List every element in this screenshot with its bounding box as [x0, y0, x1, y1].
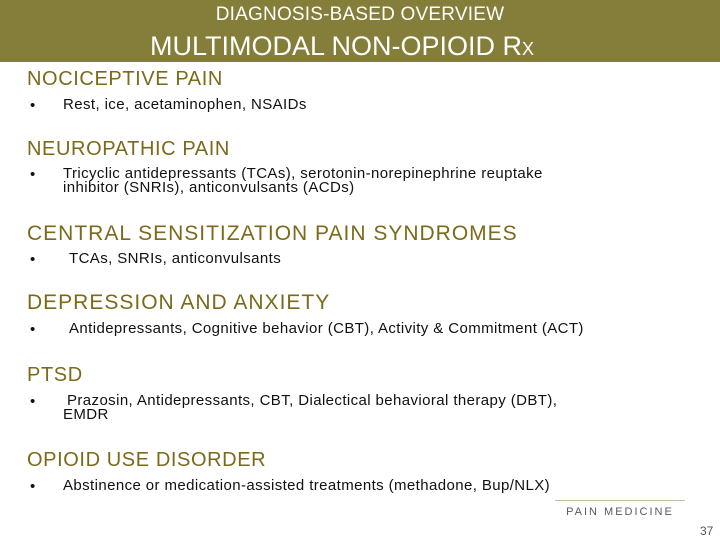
slide-title-main: MULTIMODAL NON-OPIOID R: [150, 31, 523, 61]
bullet-icon: •: [30, 321, 36, 338]
bullet-text: Rest, ice, acetaminophen, NSAIDs: [63, 96, 307, 113]
slide-title-x: X: [522, 39, 535, 59]
section-heading-ptsd: PTSD: [27, 364, 83, 386]
page-number: 37: [700, 524, 714, 538]
bullet-text-line2: EMDR: [63, 406, 109, 423]
section-heading-central-sensitization: CENTRAL SENSITIZATION PAIN SYNDROMES: [27, 222, 518, 245]
bullet-text: TCAs, SNRIs, anticonvulsants: [69, 250, 282, 267]
bullet-icon: •: [30, 478, 36, 495]
section-heading-opioid-use-disorder: OPIOID USE DISORDER: [27, 449, 267, 471]
bullet-icon: •: [30, 251, 36, 268]
bullet-text-line1: Prazosin, Antidepressants, CBT, Dialectical behavioral therapy (DBT),: [67, 392, 558, 409]
section-heading-neuropathic: NEUROPATHIC PAIN: [27, 138, 230, 160]
bullet-icon: •: [30, 166, 36, 183]
bullet-text: Abstinence or medication-assisted treatments (methadone, Bup/NLX): [63, 477, 551, 494]
section-heading-nociceptive: NOCICEPTIVE PAIN: [27, 68, 223, 90]
bullet-icon: •: [30, 97, 36, 114]
bullet-text: Antidepressants, Cognitive behavior (CBT), Activity & Commitment (ACT): [69, 320, 584, 337]
slide-title: [150, 31, 534, 62]
section-heading-depression-anxiety: DEPRESSION AND ANXIETY: [27, 291, 331, 314]
bullet-text-line2: inhibitor (SNRIs), anticonvulsants (ACDs): [63, 179, 355, 196]
slide-subtitle: DIAGNOSIS-BASED OVERVIEW: [215, 4, 505, 25]
bullet-text-line1: Tricyclic antidepressants (TCAs), serotonin-norepinephrine reuptake: [63, 165, 543, 182]
pain-medicine-logo: PAIN MEDICINE: [555, 500, 685, 523]
bullet-icon: •: [30, 393, 36, 410]
